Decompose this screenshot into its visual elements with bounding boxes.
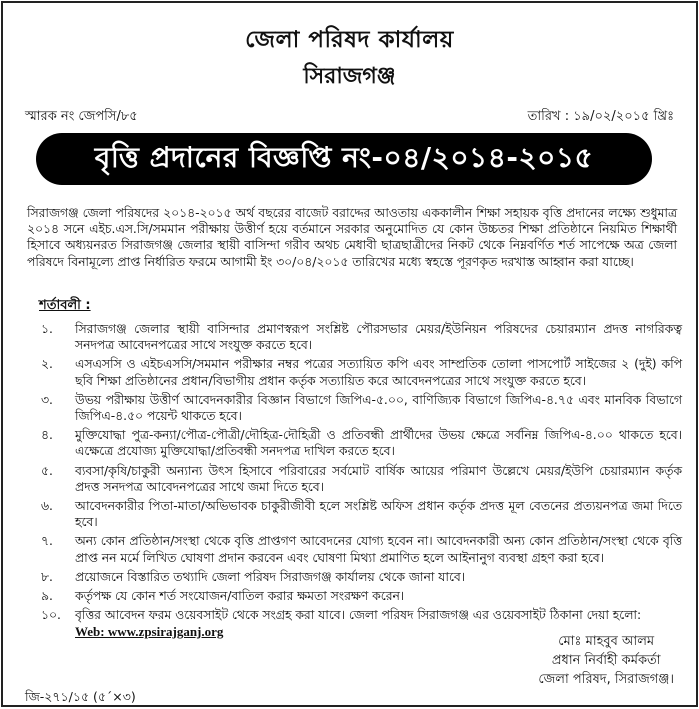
condition-number: ২. bbox=[41, 357, 53, 372]
notice-title-banner bbox=[36, 133, 652, 185]
condition-text: এসএসসি ও এইচএসসি/সমমান পরীক্ষার নম্বর পত্রের সত্যায়িত কপি এবং সাম্প্রতিক তোলা পাসপোর্ট সাইজের ২ (দুই) কপি ছবি শিক্ষা প্রতিষ্ঠানের প্রধান/বিভাগীয় প্রধান কর্তৃক সত্যায়িত করে আবেদনপত্রের সাথে সংযুক্ত করতে হবে। bbox=[75, 357, 682, 388]
condition-text: মুক্তিযোদ্ধা পুত্র-কন্যা/পৌত্র-পৌত্রী/দৌহিত্র-দৌহিত্রী ও প্রতিবন্ধী প্রার্থীদের উভয় ক্ষেত্রে সর্বনিম্ন জিপিএ-৪.০০ থাকতে হবে। এক্ষেত্রে প্রযোজ্য মুক্তিযোদ্ধা/প্রতিবন্ধী সনদপত্র দাখিল করতে হবে। bbox=[75, 428, 682, 459]
condition-item bbox=[27, 569, 682, 585]
notice-page bbox=[1, 1, 698, 707]
condition-number: ৫. bbox=[41, 463, 53, 478]
footer-code: জি-২৭১/১৫ (৫´×৩) bbox=[25, 689, 136, 704]
intro-paragraph: সিরাজগঞ্জ জেলা পরিষদের ২০১৪-২০১৫ অর্থ বছরের বাজেট বরাদ্দের আওতায় এককালীন শিক্ষা সহায়ক বৃত্তি প্রদানের লক্ষ্যে শুধুমাত্র ২০১৪ সনে এইচ.এস.সি/সমমান পরীক্ষায় উত্তীর্ণ হয়ে বর্তমানে সরকার অনুমোদিত যে কোন উচ্চতর শিক্ষা প্রতিষ্ঠানে নিয়মিত শিক্ষার্থী হিসাবে অধ্যয়নরত সিরাজগঞ্জ জেলার স্থায়ী বাসিন্দা গরীব অথচ মেধাবী ছাত্রছাত্রীদের নিকট থেকে নিম্নবর্ণিত শর্ত সাপেক্ষে অত্র জেলা পরিষদে বিনামূল্যে প্রাপ্ত নির্ধারিত ফরমে আগামী ইং ৩০/০৪/২০১৫ তারিখের মধ্যে স্বহস্তে পূরণকৃত দরখাস্ত আহ্বান করা যাচ্ছে। bbox=[27, 206, 677, 269]
condition-item bbox=[27, 498, 682, 530]
condition-number: ৬. bbox=[41, 499, 53, 514]
condition-number: ৪. bbox=[41, 428, 53, 443]
office-district: সিরাজগঞ্জ bbox=[303, 64, 396, 89]
memo-date: তারিখ : ১৯/০২/২০১৫ খ্রিঃ bbox=[527, 109, 674, 124]
signatory-office: জেলা পরিষদ, সিরাজগঞ্জ। bbox=[538, 672, 674, 687]
memo-number: স্মারক নং জেপসি/৮৫ bbox=[25, 109, 138, 124]
condition-item bbox=[27, 533, 682, 565]
signatory-designation: প্রধান নির্বাহী কর্মকর্তা bbox=[551, 653, 661, 668]
condition-item bbox=[27, 356, 682, 388]
condition-text: সিরাজগঞ্জ জেলার স্থায়ী বাসিন্দার প্রমাণস্বরূপ সংশ্লিষ্ট পৌরসভার মেয়র/ইউনিয়ন পরিষদের চেয়ারম্যান প্রদত্ত নাগরিকত্ব সনদপত্র আবেদনপত্রের সাথে সংযুক্ত করতে হবে। bbox=[75, 322, 682, 353]
condition-item bbox=[27, 392, 682, 424]
condition-number: ৮. bbox=[41, 569, 53, 584]
signatory-name: মোঃ মাহবুব আলম bbox=[558, 634, 655, 649]
condition-text: উভয় পরীক্ষায় উত্তীর্ণ আবেদনকারীর বিজ্ঞান বিভাগে জিপিএ-৫.০০, বাণিজ্যিক বিভাগে জিপিএ-৪.৭৫ এবং মানবিক বিভাগে জিপিএ-৪.৫০ পয়েন্ট থাকতে হবে। bbox=[75, 392, 682, 424]
condition-item bbox=[27, 427, 682, 459]
website-link[interactable]: Web: www.zpsirajganj.org bbox=[75, 624, 224, 640]
condition-text: অন্য কোন প্রতিষ্ঠান/সংস্থা থেকে বৃত্তি প্রাপ্তগণ আবেদনের যোগ্য হবেন না। আবেদনকারী অন্য কোন প্রতিষ্ঠান/সংস্থা থেকে বৃত্তি প্রাপ্ত নন মর্মে লিখিত ঘোষণা প্রদান করবেন এবং ঘোষণা মিথ্যা প্রমাণিত হলে আইনানুগ ব্যবস্থা গ্রহণ করা হবে। bbox=[75, 534, 682, 565]
notice-title: বৃত্তি প্রদানের বিজ্ঞপ্তি নং-০৪/২০১৪-২০১৫ bbox=[94, 140, 594, 174]
signature-block bbox=[538, 632, 674, 689]
condition-number: ১. bbox=[41, 322, 53, 336]
condition-number: ৭. bbox=[41, 534, 53, 549]
condition-text: প্রয়োজনে বিস্তারিত তথ্যাদি জেলা পরিষদ সিরাজগঞ্জ কার্যালয় থেকে জানা যাবে। bbox=[75, 569, 466, 584]
conditions-list bbox=[27, 321, 682, 644]
condition-text: আবেদনকারীর পিতা-মাতা/অভিভাবক চাকুরীজীবী হলে সংশ্লিষ্ট অফিস প্রধান কর্তৃক প্রদত্ত মূল বেতনের প্রত্যয়নপত্র জমা দিতে হবে। bbox=[75, 499, 682, 530]
condition-number: ৩. bbox=[41, 392, 53, 407]
conditions-heading: শর্তাবলী : bbox=[39, 298, 91, 313]
condition-number: ১০. bbox=[41, 608, 61, 623]
condition-text: কর্তৃপক্ষ যে কোন শর্ত সংযোজন/বাতিল করার ক্ষমতা সংরক্ষণ করেন। bbox=[75, 589, 405, 604]
condition-text: বৃত্তির আবেদন ফরম ওয়েবসাইট থেকে সংগ্রহ করা যাবে। জেলা পরিষদ সিরাজগঞ্জ এর ওয়েবসাইট ঠিকানা দেয়া হলো: bbox=[75, 608, 642, 623]
condition-number: ৯. bbox=[41, 589, 53, 604]
condition-text: ব্যবসা/কৃষি/চাকুরী অন্যান্য উৎস হিসাবে পরিবারের সর্বমোট বার্ষিক আয়ের পরিমাণ উল্লেখে মেয়র/ইউপি চেয়ারম্যান কর্তৃক প্রদত্ত সনদপত্র আবেদনপত্রের সাথে জমা দিতে হবে। bbox=[75, 463, 682, 494]
office-title: জেলা পরিষদ কার্যালয় bbox=[245, 27, 454, 53]
condition-item bbox=[27, 321, 682, 353]
condition-item bbox=[27, 463, 682, 495]
condition-item bbox=[27, 588, 682, 604]
